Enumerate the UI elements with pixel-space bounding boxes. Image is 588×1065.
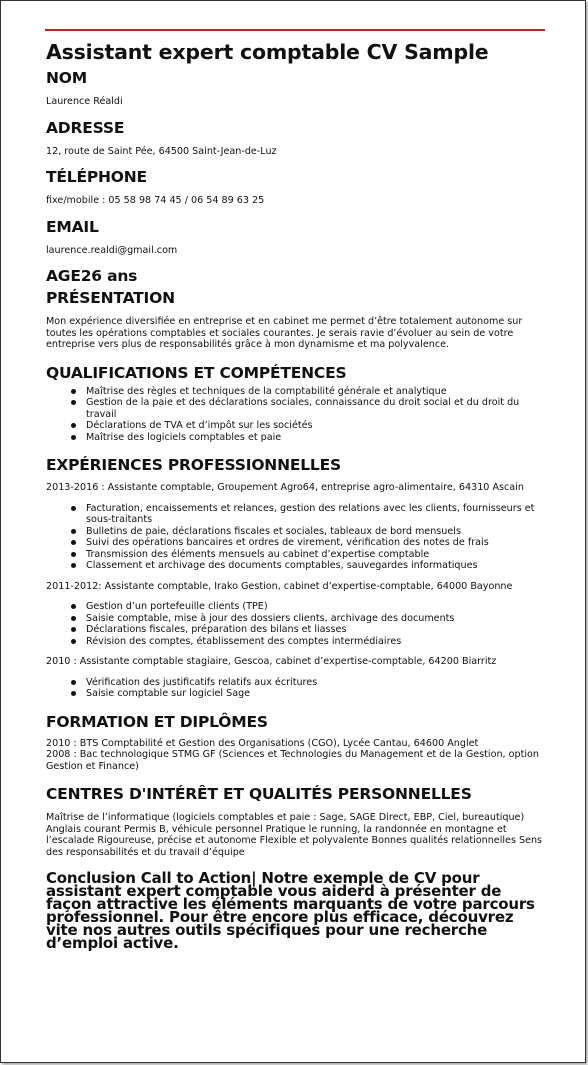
job-tasks <box>46 677 546 700</box>
section-formation <box>46 712 546 773</box>
section-nom <box>46 68 546 108</box>
list-item: Déclarations de TVA et d’impôt sur les sociétés <box>86 420 546 432</box>
qualifications-list <box>46 386 546 444</box>
list-item: Bulletins de paie, déclarations fiscales et sociales, tableaux de bord mensuels <box>86 526 546 538</box>
presentation-text: Mon expérience diversifiée en entreprise et en cabinet me permet d’être totalement autonome sur toutes les opérations comptables et sociales courantes. Je serais ravie d’évoluer au sein de votre entreprise vers plus de responsabilités grâce à mon dynamisme et ma polyvalence. <box>46 316 523 350</box>
age-value: 26 ans <box>80 267 138 285</box>
page-title: Assistant expert comptable CV Sample <box>46 40 489 64</box>
conclusion-text: Conclusion Call to Action| Notre exemple de CV pour assistant expert comptable vous aiderd à présenter de façon attractive les éléments marquants de votre parcours professionnel. Pour être encore plus efficace, découvrez vite nos autres outils spécifiques pour une recherche d’emploi active. <box>46 869 535 952</box>
list-item: Facturation, encaissements et relances, gestion des relations avec les clients, fournisseurs et sous-traitants <box>86 503 546 526</box>
job-entry <box>46 482 546 572</box>
formation-heading: FORMATION ET DIPLÔMES <box>46 712 268 731</box>
email-value: laurence.realdi@gmail.com <box>46 244 178 256</box>
list-item: Transmission des éléments mensuels au cabinet d’expertise comptable <box>86 549 546 561</box>
section-experiences <box>46 455 546 700</box>
job-header: 2011-2012: Assistante comptable, Irako Gestion, cabinet d’expertise-comptable, 64000 Bayonne <box>46 580 513 592</box>
list-item: Maîtrise des logiciels comptables et paie <box>86 432 546 444</box>
age-line <box>46 266 546 286</box>
list-item: Saisie comptable sur logiciel Sage <box>86 688 546 700</box>
job-header: 2010 : Assistante comptable stagiaire, Gescoa, cabinet d’expertise-comptable, 64200 Biarritz <box>46 656 497 667</box>
formation-line: 2008 : Bac technologique STMG GF (Sciences et Technologies du Management et de la Gestion, option Gestion et Finance) <box>46 749 539 772</box>
list-item: Vérification des justificatifs relatifs aux écritures <box>86 677 546 689</box>
qualifications-heading: QUALIFICATIONS ET COMPÉTENCES <box>46 363 347 382</box>
presentation-heading: PRÉSENTATION <box>46 289 175 307</box>
list-item: Gestion d’un portefeuille clients (TPE) <box>86 601 546 613</box>
cv-content <box>46 38 546 950</box>
job-entry <box>46 656 546 700</box>
job-tasks <box>46 503 546 572</box>
section-email <box>46 217 546 257</box>
section-presentation <box>46 288 546 351</box>
job-header: 2013-2016 : Assistante comptable, Groupement Agro64, entreprise agro-alimentaire, 64310 Ascain <box>46 482 524 493</box>
nom-value: Laurence Réaldi <box>46 96 123 107</box>
interets-text: Maîtrise de l’informatique (logiciels comptables et paie : Sage, SAGE Direct, EBP, Ciel, bureautique) Anglais courant Permis B, véhicule personnel Pratique le running, la randonnée en montagne et l’escalade Rigoureuse, précise et autonome Flexible et polyvalente Bonnes qualités relationnelles Sens des responsabilités et du travail d’équipe <box>46 812 543 858</box>
section-age <box>46 266 546 286</box>
telephone-value: fixe/mobile : 05 58 98 74 45 / 06 54 89 63 25 <box>46 195 265 206</box>
list-item: Suivi des opérations bancaires et ordres de virement, vérification des notes de frais <box>86 537 546 549</box>
accent-line <box>45 29 545 31</box>
job-entry <box>46 581 546 648</box>
age-heading: AGE <box>46 267 81 285</box>
section-telephone <box>46 167 546 207</box>
list-item: Saisie comptable, mise à jour des dossiers clients, archivage des documents <box>86 613 546 625</box>
list-item: Révision des comptes, établissement des comptes intermédiaires <box>86 636 546 648</box>
list-item: Classement et archivage des documents comptables, sauvegardes informatiques <box>86 560 546 572</box>
email-heading: EMAIL <box>46 217 99 236</box>
section-interets <box>46 784 546 858</box>
job-tasks <box>46 601 546 647</box>
section-qualifications <box>46 363 546 444</box>
formation-line: 2010 : BTS Comptabilité et Gestion des Organisations (CGO), Lycée Cantau, 64600 Anglet <box>46 737 479 749</box>
experiences-heading: EXPÉRIENCES PROFESSIONNELLES <box>46 456 341 474</box>
section-adresse <box>46 118 546 158</box>
adresse-value: 12, route de Saint Pée, 64500 Saint-Jean-de-Luz <box>46 145 277 157</box>
list-item: Maîtrise des règles et techniques de la comptabilité générale et analytique <box>86 386 546 398</box>
list-item: Déclarations fiscales, préparation des bilans et liasses <box>86 624 546 636</box>
interets-heading: CENTRES D'INTÉRÊT ET QUALITÉS PERSONNELLES <box>46 785 472 803</box>
nom-heading: NOM <box>46 69 87 87</box>
list-item: Gestion de la paie et des déclarations sociales, connaissance du droit social et du droit du travail <box>86 397 546 420</box>
adresse-heading: ADRESSE <box>46 118 125 137</box>
telephone-heading: TÉLÉPHONE <box>46 168 147 186</box>
